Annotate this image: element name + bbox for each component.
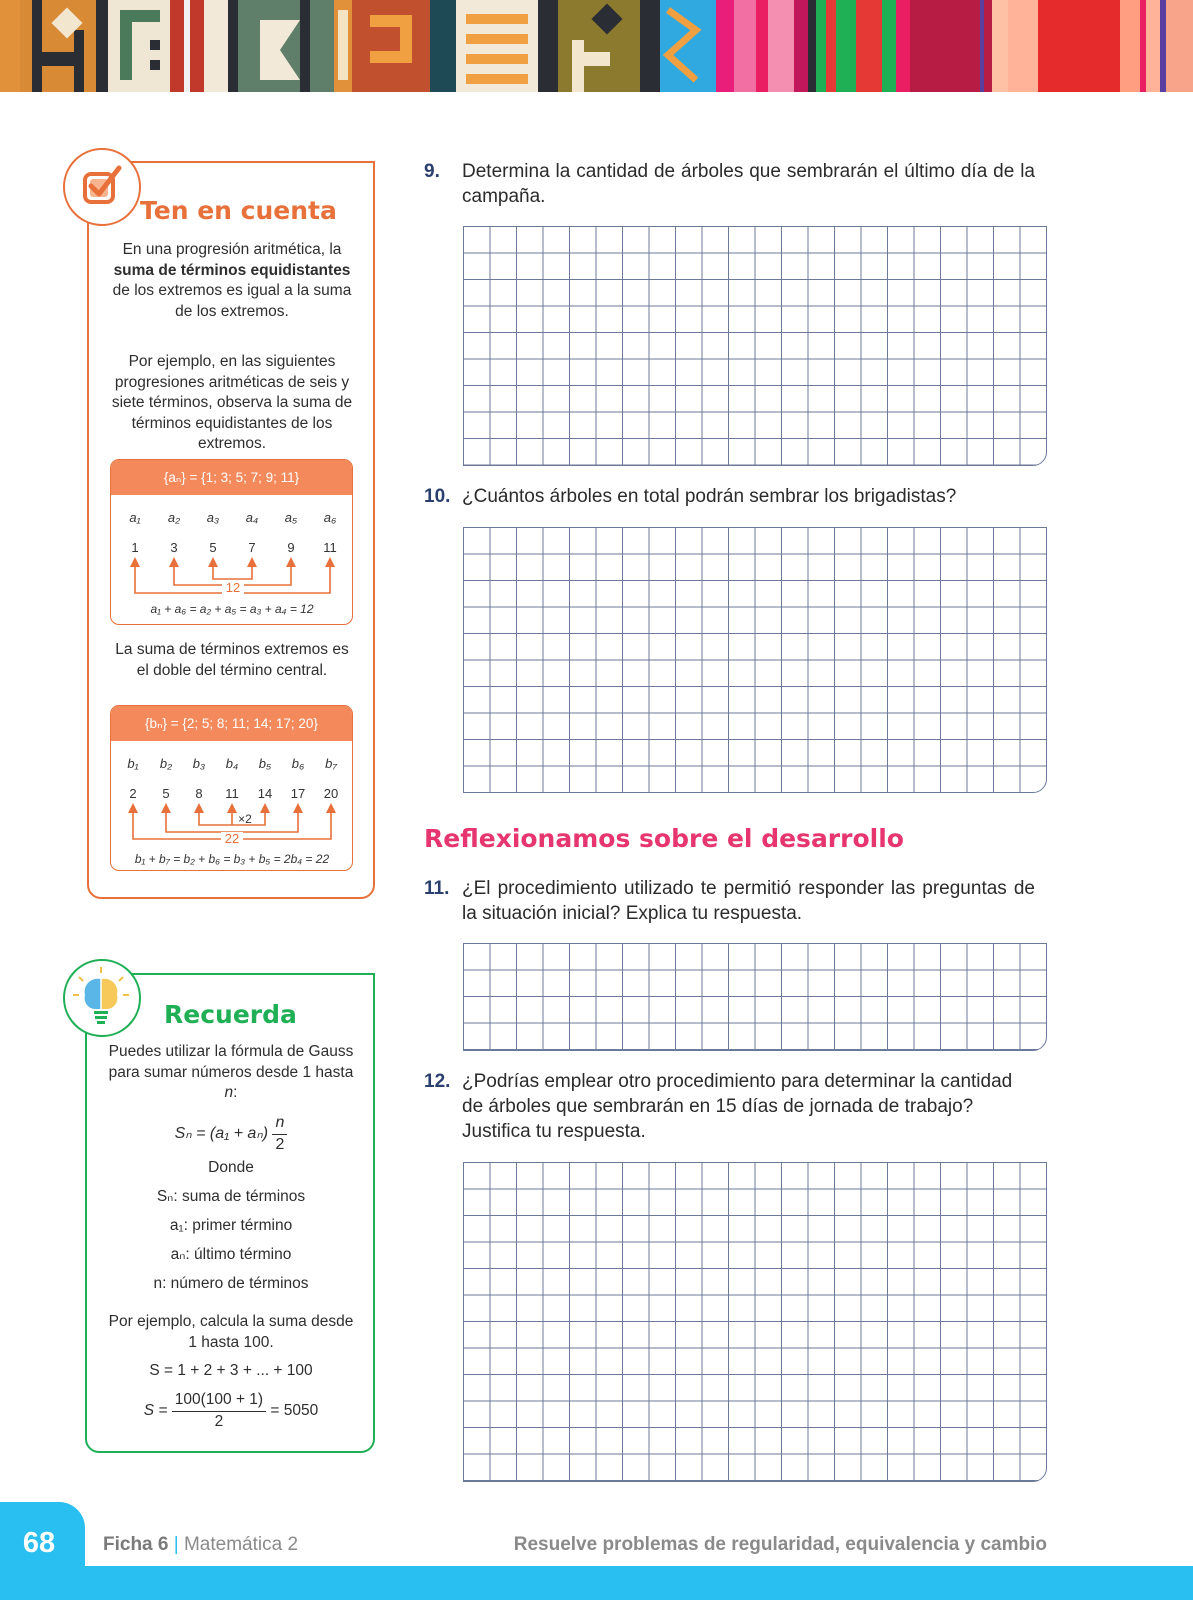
example-1-value: 1 <box>131 540 139 555</box>
example-2-value: 2 <box>129 786 137 801</box>
tip-paragraph-2: Por ejemplo, en las siguientes progresiones aritméticas de seis y siete términos, observa la suma de términos equidistantes de los extremos. <box>111 353 353 452</box>
example-2-value: 17 <box>290 786 306 801</box>
example-1-term-label: a₃ <box>206 510 220 525</box>
example-2-value: 5 <box>162 786 170 801</box>
example-1-diagram <box>111 495 353 625</box>
example-2-term-label: b₃ <box>192 756 206 771</box>
question-9-text: Determina la cantidad de árboles que sembrarán el último día de la campaña. <box>462 161 1035 207</box>
example-1-value: 7 <box>248 540 256 555</box>
example-2-value: 11 <box>225 786 239 801</box>
example-1-term-label: a₂ <box>167 510 181 525</box>
tip-title: Ten en cuenta <box>140 196 337 225</box>
remember-paragraph-1: Puedes utilizar la fórmula de Gauss para sumar números desde 1 hasta n: <box>108 1043 354 1101</box>
answer-grid-12[interactable] <box>463 1162 1047 1482</box>
example-1-value: 3 <box>170 540 178 555</box>
definition-last: aₙ: último término <box>170 1246 292 1263</box>
question-10-text: ¿Cuántos árboles en total podrán sembrar los brigadistas? <box>462 486 957 507</box>
question-11-number: 11. <box>424 878 450 899</box>
definition-first: a₁: primer término <box>169 1217 293 1234</box>
question-12-text: ¿Podrías emplear otro procedimiento para determinar la cantidad de árboles que sembrarán en 15 días de jornada de trabajo? Justifica tu respuesta. <box>462 1071 1013 1142</box>
question-12-number: 12. <box>424 1071 451 1092</box>
remember-donde: Donde <box>208 1159 254 1176</box>
brain-lightbulb-icon <box>65 961 138 1034</box>
tip-paragraph-3: La suma de términos extremos es el doble del término central. <box>115 641 349 679</box>
example-2-term-label: b₁ <box>127 756 139 771</box>
tip-paragraph-1: En una progresión aritmética, la suma de términos equidistantes de los extremos es igual a la suma de los extremos. <box>112 241 352 320</box>
definition-sum: Sₙ: suma de términos <box>156 1188 306 1205</box>
footer-ficha: Ficha 6 | Matemática 2 <box>103 1534 299 1555</box>
definition-count: n: número de términos <box>153 1275 309 1292</box>
example-box-2 <box>110 705 353 871</box>
footer-topic: Resuelve problemas de regularidad, equivalencia y cambio <box>513 1534 1047 1555</box>
remember-badge <box>63 959 141 1037</box>
example-1-equation: a₁ + a₆ = a₂ + a₅ = a₃ + a₄ = 12 <box>150 602 314 616</box>
tip-badge <box>63 148 141 226</box>
answer-grid-9[interactable] <box>463 226 1047 466</box>
footer-bar <box>0 1566 1193 1600</box>
remember-title: Recuerda <box>164 1000 297 1029</box>
sum-result: S = $\frac{100(100 + 1)}{2}$ = 5050 <box>143 1391 319 1430</box>
example-2-value: 14 <box>257 786 273 801</box>
question-10-number: 10. <box>424 486 451 507</box>
example-1-value: 5 <box>209 540 217 555</box>
answer-grid-10[interactable] <box>463 527 1047 793</box>
example-box-1 <box>110 459 353 625</box>
example-2-diagram <box>111 741 353 871</box>
example-2-term-label: b₅ <box>258 756 272 771</box>
example-2-term-label: b₇ <box>325 756 337 771</box>
example-1-term-label: a₆ <box>323 510 337 525</box>
example-2-term-label: b₄ <box>225 756 239 771</box>
gauss-formula: Sₙ = (a₁ + aₙ) $\frac{n}{2}$ <box>108 1113 354 1155</box>
example-1-sum: 12 <box>225 580 241 595</box>
sum-expression: S = 1 + 2 + 3 + ... + 100 <box>149 1362 313 1379</box>
example-2-term-label: b₂ <box>159 756 173 771</box>
example-1-value: 11 <box>323 540 337 555</box>
example-2-equation: b₁ + b₇ = b₂ + b₆ = b₃ + b₅ = 2b₄ = 22 <box>134 852 330 866</box>
example-2-header: {bₙ} = {2; 5; 8; 11; 14; 17; 20} <box>111 706 352 741</box>
andean-textile-pattern-icon <box>0 0 1193 92</box>
page-number: 68 <box>22 1527 56 1559</box>
remember-paragraph-2: Por ejemplo, calcula la suma desde 1 hasta 100. <box>108 1313 354 1351</box>
example-2-value: 20 <box>323 786 339 801</box>
example-2-sum: 22 <box>224 831 240 846</box>
example-1-term-label: a₅ <box>284 510 298 525</box>
example-1-header: {aₙ} = {1; 3; 5; 7; 9; 11} <box>111 460 352 495</box>
checkbox-check-icon <box>65 150 138 223</box>
example-2-double: ×2 <box>238 812 252 826</box>
question-11-text: ¿El procedimiento utilizado te permitió responder las preguntas de la situación inicial? Explica tu respuesta. <box>462 878 1035 924</box>
example-1-value: 9 <box>287 540 295 555</box>
question-9-number: 9. <box>424 161 440 182</box>
header-banner <box>0 0 1193 92</box>
answer-grid-11[interactable] <box>463 943 1047 1051</box>
section-title: Reflexionamos sobre el desarrollo <box>424 824 904 853</box>
example-2-value: 8 <box>195 786 203 801</box>
example-1-term-label: a₄ <box>245 510 259 525</box>
example-2-term-label: b₆ <box>291 756 305 771</box>
example-1-term-label: a₁ <box>129 510 141 525</box>
